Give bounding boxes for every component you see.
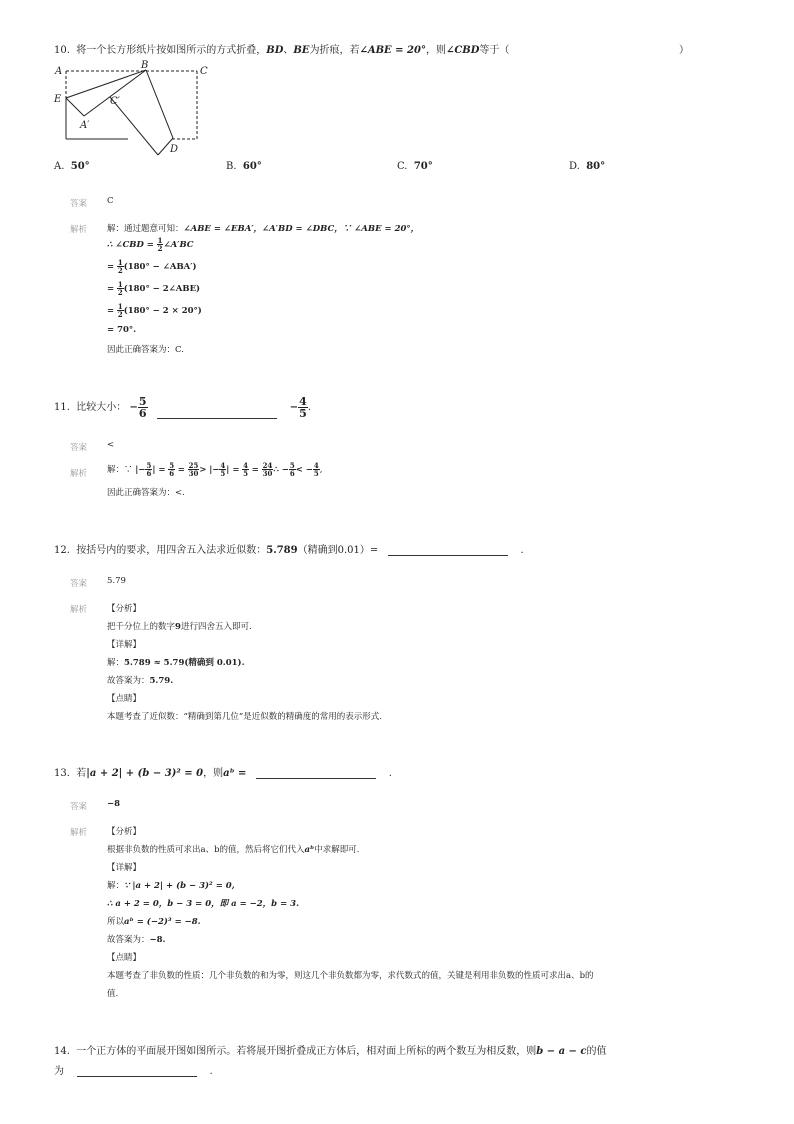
q12-stem: 12. 按括号内的要求，用四舍五入法求近似数：5.789（精确到0.01）= . xyxy=(54,545,524,556)
q12-answer: 5.79 xyxy=(107,576,126,586)
q10-analysis-line7: 因此正确答案为：C. xyxy=(107,345,184,355)
q13-answer: −8 xyxy=(107,799,121,809)
q13-analysis-line9: 本题考查了非负数的性质：几个非负数的和为零，则这几个非负数都为零，求代数式的值，关键是利用非负数的性质可求出a、b的 xyxy=(107,971,594,981)
q10-option-a[interactable]: A. 50° xyxy=(54,161,90,172)
q13-analysis-line1: 【分析】 xyxy=(107,827,142,837)
q13-answer-label: 答案 xyxy=(70,802,88,812)
label-C: C xyxy=(200,66,208,77)
q10-option-b[interactable]: B. 60° xyxy=(226,161,262,172)
label-A-prime: A′ xyxy=(80,120,90,131)
q13-analysis-line3: 【详解】 xyxy=(107,863,142,873)
q10-analysis-line5: = $\frac{1}{2}$ (180° − 2 × 20°) xyxy=(107,302,202,319)
q10-analysis-line2: ∴ ∠CBD = $\frac{1}{2}$ ∠A′BC xyxy=(107,236,194,253)
q14-stem-line2: 为 . xyxy=(54,1066,213,1077)
q11-answer-blank[interactable] xyxy=(157,406,277,419)
q12-analysis-label: 解析 xyxy=(70,605,88,615)
q13-analysis-line10: 值. xyxy=(107,989,119,999)
q14-stem: 14. 一个正方体的平面展开图如图所示。若将展开图折叠成正方体后，相对面上所标的两个数互为相反数，则b − a − c的值 xyxy=(54,1046,607,1057)
q11-analysis-line1: 解：∵ |− $\frac{5}{6}$ | = $\frac{5}{6}$ = $\frac{25}{30}$ > |− $\frac{4}{5}$ | = $\frac{4}{5}$ = $\frac{24}{30}$ ∴ − $\frac{5}{6}$ < − $\frac{4}{5}$ , xyxy=(107,461,323,478)
q12-answer-blank[interactable] xyxy=(388,544,508,556)
q11-analysis-line2: 因此正确答案为：<. xyxy=(107,488,185,498)
q11-stem: 11. 比较大小： − $\frac{5}{6}$ − $\frac{4}{5}$ . xyxy=(54,395,311,420)
q10-analysis-line6: = 70°. xyxy=(107,325,137,335)
q12-analysis-line1: 【分析】 xyxy=(107,604,142,614)
label-D: D xyxy=(170,144,179,155)
q13-analysis-line5: ∴ a + 2 = 0，b − 3 = 0，即 a = −2，b = 3. xyxy=(107,899,300,909)
q10-analysis-label: 解析 xyxy=(70,225,88,235)
q13-answer-blank[interactable] xyxy=(256,767,376,779)
q10-answer: C xyxy=(107,196,114,206)
label-C-prime: C′ xyxy=(110,96,120,107)
q11-analysis-label: 解析 xyxy=(70,469,88,479)
q13-analysis-line6: 所以aᵇ = (−2)³ = −8. xyxy=(107,917,201,927)
label-E: E xyxy=(54,94,62,105)
q10-paren-close: ） xyxy=(679,45,689,56)
q10-option-d[interactable]: D. 80° xyxy=(569,161,606,172)
q13-analysis-line8: 【点睛】 xyxy=(107,953,142,963)
q12-answer-label: 答案 xyxy=(70,579,88,589)
q10-analysis-line4: = $\frac{1}{2}$ (180° − 2∠ABE) xyxy=(107,280,201,297)
q14-answer-blank[interactable] xyxy=(77,1065,197,1077)
q12-analysis-line4: 解：5.789 ≈ 5.79(精确到 0.01). xyxy=(107,658,245,668)
q10-fold-figure xyxy=(50,58,215,160)
q10-analysis-line3: = $\frac{1}{2}$ (180° − ∠ABA′) xyxy=(107,258,197,275)
q12-analysis-line7: 本题考查了近似数：“精确到第几位”是近似数的精确度的常用的表示形式. xyxy=(107,712,382,722)
q13-analysis-line4: 解：∵ |a + 2| + (b − 3)² = 0, xyxy=(107,881,235,891)
label-B: B xyxy=(141,60,149,71)
q10-answer-label: 答案 xyxy=(70,199,88,209)
q13-analysis-label: 解析 xyxy=(70,828,88,838)
q11-answer-label: 答案 xyxy=(70,443,88,453)
q12-analysis-line3: 【详解】 xyxy=(107,640,142,650)
q13-analysis-line7: 故答案为：−8. xyxy=(107,935,166,945)
q13-stem: 13. 若|a + 2| + (b − 3)² = 0，则aᵇ = . xyxy=(54,768,392,779)
q12-analysis-line2: 把千分位上的数字9进行四舍五入即可. xyxy=(107,622,252,632)
label-A: A xyxy=(55,66,63,77)
q13-analysis-line2: 根据非负数的性质可求出a、b的值，然后将它们代入aᵇ中求解即可. xyxy=(107,845,360,855)
q11-answer: < xyxy=(107,440,115,450)
q12-analysis-line5: 故答案为：5.79. xyxy=(107,676,174,686)
q12-analysis-line6: 【点睛】 xyxy=(107,694,142,704)
q10-option-c[interactable]: C. 70° xyxy=(397,161,433,172)
q10-stem: 10. 将一个长方形纸片按如图所示的方式折叠，BD、BE为折痕，若∠ABE = 20°，则∠CBD等于（ xyxy=(54,45,510,56)
q10-analysis-line1: 解：通过题意可知：∠ABE = ∠EBA′，∠A′BD = ∠DBC，∵ ∠ABE = 20°， xyxy=(107,224,420,234)
